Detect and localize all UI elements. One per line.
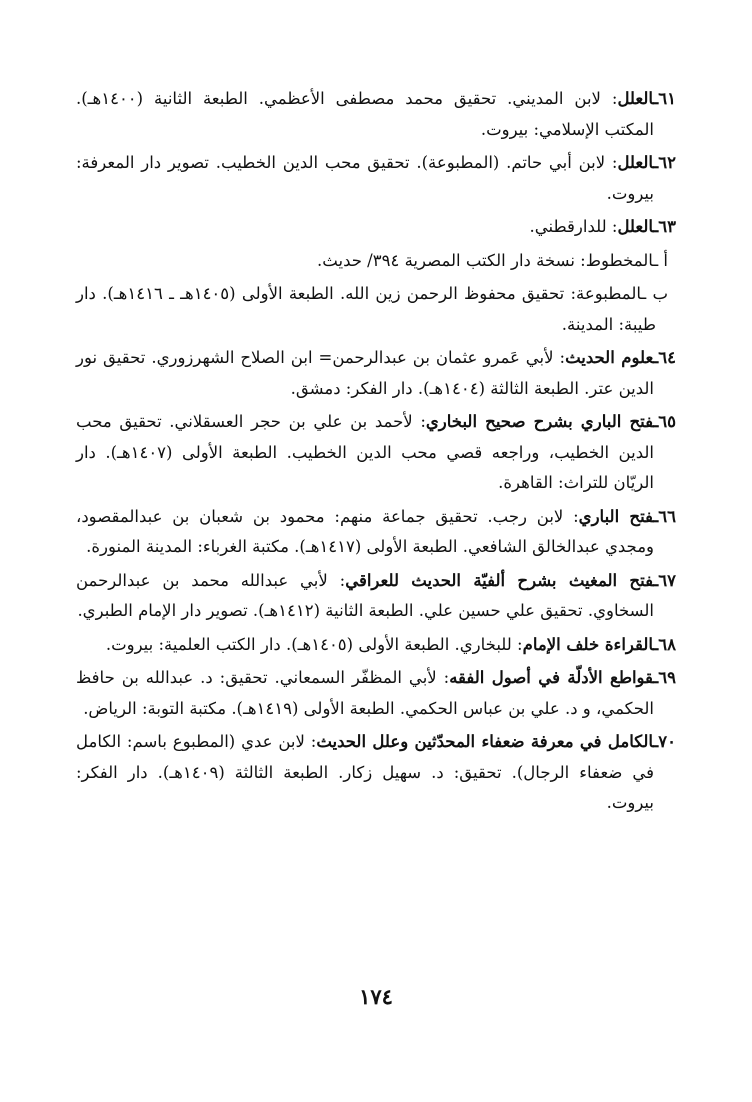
sub-letter: ب ـ xyxy=(641,284,668,303)
entry-61 xyxy=(76,84,676,145)
entry-details: : للدارقطني. xyxy=(529,217,618,236)
entry-number: ٦٤ـ xyxy=(653,348,676,367)
entry-number: ٦٢ـ xyxy=(653,153,676,172)
entry-number: ٦٧ـ xyxy=(653,570,676,590)
entry-title: العلل xyxy=(617,217,654,236)
sub-letter: أ ـ xyxy=(653,250,668,270)
entry-details: : لأبي عبدالله محمد بن عبدالرحمن السخاوي. تحقيق علي حسين علي. الطبعة الثانية (١٤١٢هـ). تصوير دار الإمام الطبري. xyxy=(76,570,654,620)
entry-title: قواطع الأدلّة في أصول الفقه xyxy=(449,668,654,687)
entry-title: فتح الباري xyxy=(578,506,654,526)
entry-details: : لأحمد بن علي بن حجر العسقلاني. تحقيق محب الدين الخطيب، وراجعه قصي محب الدين الخطيب. الطبعة الأولى (١٤٠٧هـ). دار الريّان للتراث: القاهرة. xyxy=(76,412,654,492)
entry-title: فتح المغيث بشرح ألفيّة الحديث للعراقي xyxy=(345,570,654,590)
entry-details: : للبخاري. الطبعة الأولى (١٤٠٥هـ). دار الكتب العلمية: بيروت. xyxy=(105,634,523,654)
entry-63 xyxy=(76,212,676,243)
entry-69 xyxy=(76,663,676,724)
entry-number: ٧٠ـ xyxy=(653,732,676,751)
entry-number: ٦٩ـ xyxy=(653,668,676,687)
entry-number: ٦١ـ xyxy=(653,89,676,108)
entry-66 xyxy=(76,502,676,563)
entry-number: ٦٥ـ xyxy=(653,412,677,431)
entry-number: ٦٣ـ xyxy=(653,217,676,236)
entry-details: : لابن رجب. تحقيق جماعة منهم: محمود بن شعبان بن عبدالمقصود، ومجدي عبدالخالق الشافعي. الطبعة الأولى (١٤١٧هـ). مكتبة الغرباء: المدينة المنورة. xyxy=(76,506,654,556)
entry-63-a xyxy=(76,246,676,277)
entry-title: علوم الحديث xyxy=(565,348,654,367)
entry-details: : لأبي عَمرو عثمان بن عبدالرحمن= ابن الصلاح الشهرزوري. تحقيق نور الدين عتر. الطبعة الثالثة (١٤٠٤هـ). دار الفكر: دمشق. xyxy=(76,348,654,398)
entry-65 xyxy=(76,407,676,499)
entry-details: : لابن أبي حاتم. (المطبوعة). تحقيق محب الدين الخطيب. تصوير دار المعرفة: بيروت. xyxy=(76,153,654,203)
bibliography-list xyxy=(76,84,676,822)
entry-number: ٦٦ـ xyxy=(653,506,676,526)
entry-70 xyxy=(76,727,676,819)
entry-title: العلل xyxy=(617,153,654,172)
entry-68 xyxy=(76,630,676,661)
entry-number: ٦٨ـ xyxy=(653,634,676,654)
entry-64 xyxy=(76,343,676,404)
entry-title: الكامل في معرفة ضعفاء المحدّثين وعلل الحديث xyxy=(316,732,654,751)
page-number: ١٧٤ xyxy=(359,984,393,1009)
entry-details: : لابن المديني. تحقيق محمد مصطفى الأعظمي. الطبعة الثانية (١٤٠٠هـ). المكتب الإسلامي: بيروت. xyxy=(76,89,654,139)
entry-details: : لأبي المظفّر السمعاني. تحقيق: د. عبدالله بن حافظ الحكمي، و د. علي بن عباس الحكمي. الطبعة الأولى (١٤١٩هـ). مكتبة التوبة: الرياض. xyxy=(76,668,654,718)
entry-title: العلل xyxy=(617,89,654,108)
sub-title: المطبوعة xyxy=(576,284,642,303)
entry-67 xyxy=(76,566,676,627)
sub-title: المخطوط xyxy=(585,250,654,270)
entry-title: القراءة خلف الإمام xyxy=(522,634,654,654)
entry-details: : لابن عدي (المطبوع باسم: الكامل في ضعفاء الرجال). تحقيق: د. سهيل زكار. الطبعة الثالثة (١٤٠٩هـ). دار الفكر: بيروت. xyxy=(76,732,654,812)
entry-63-b xyxy=(76,279,676,340)
sub-details: : تحقيق محفوظ الرحمن زين الله. الطبعة الأولى (١٤٠٥هـ ـ ١٤١٦هـ). دار طيبة: المدينة. xyxy=(76,284,656,334)
sub-details: : نسخة دار الكتب المصرية ٣٩٤/ حديث. xyxy=(317,250,586,270)
entry-title: فتح الباري بشرح صحيح البخاري xyxy=(425,412,654,431)
entry-62 xyxy=(76,148,676,209)
